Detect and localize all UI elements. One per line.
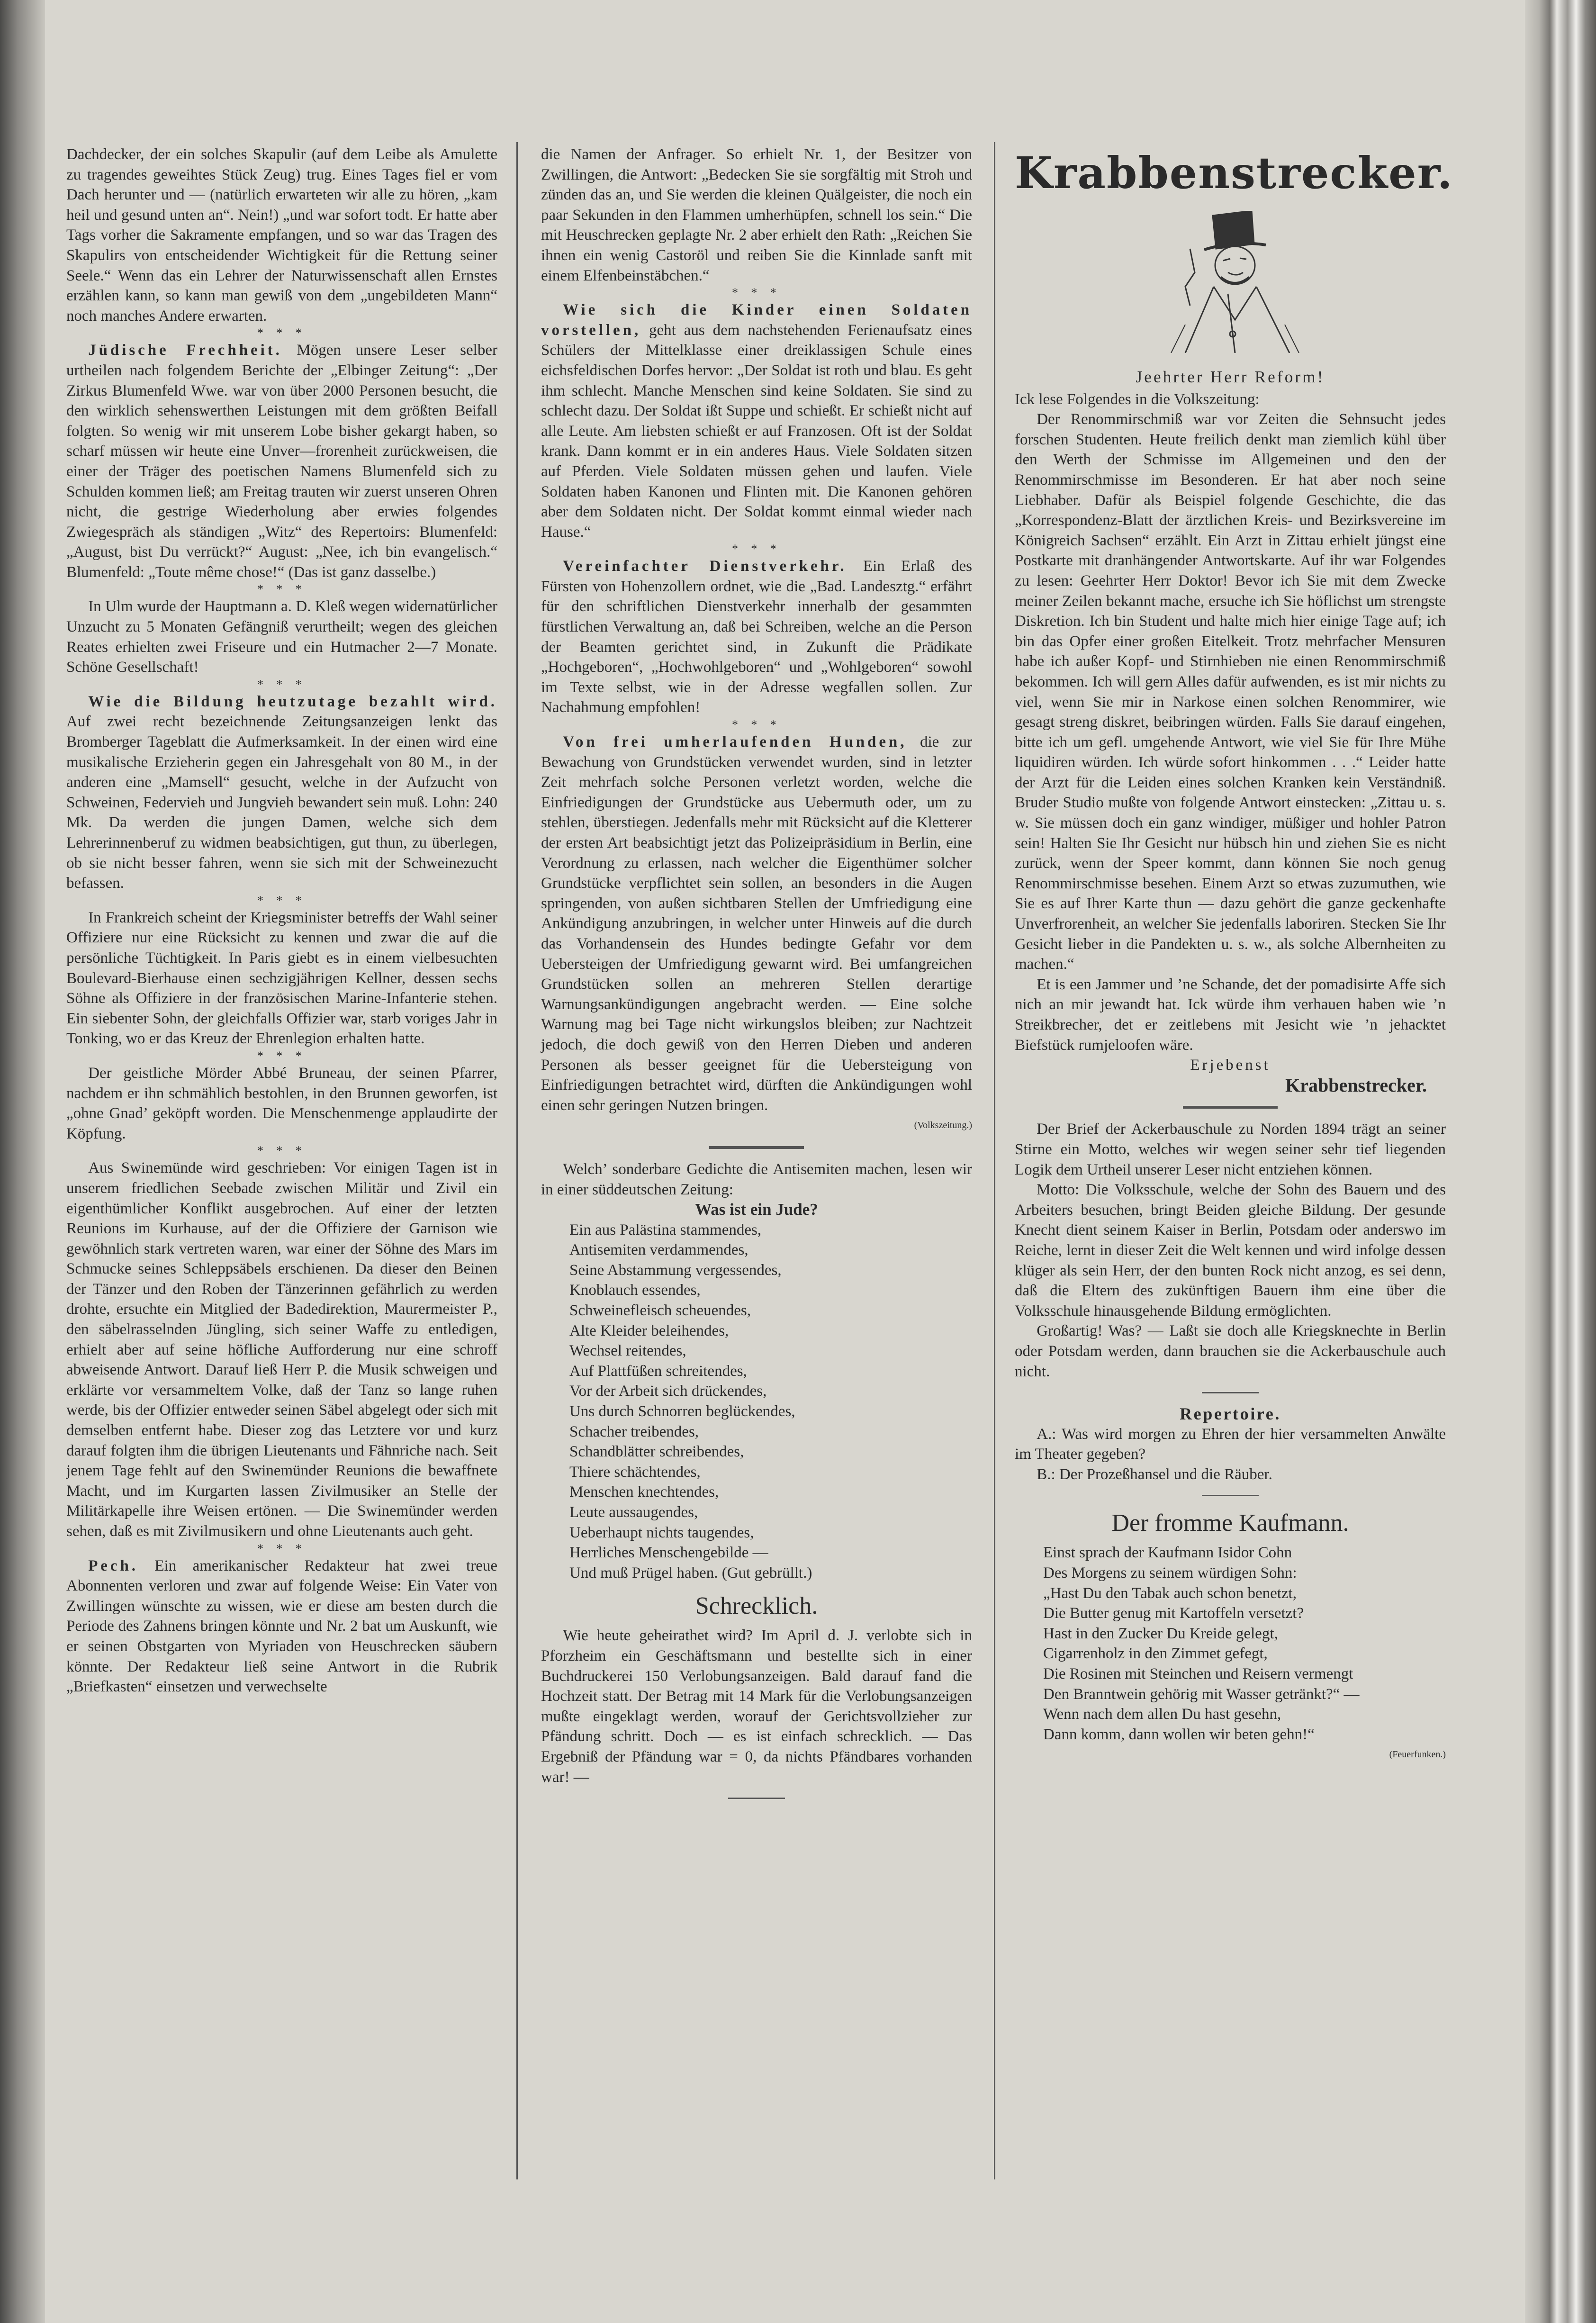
letter-salutation: Jeehrter Herr Reform!: [1136, 368, 1325, 386]
article-paragraph: [1015, 1180, 1446, 1321]
asterism-separator: * * *: [732, 718, 781, 732]
section-divider: [1202, 1392, 1259, 1393]
poem-line: Vor der Arbeit sich drückendes,: [569, 1383, 767, 1400]
article-text: Dachdecker, der ein solches Skapulir (auf dem Leibe als Amulette zu tragendes geweihtes Stück Zeug) trug. Eines Tages fiel er vom Dach herunter und — (natürlich erwarteten wir alle zu hören, „kam heil und gesund unten an“. Nein!) „und war sofort todt. Er hatte aber Tags vorher die Sakramente empfangen, und so war das Tragen des Skapulirs von entscheidender Wichtigkeit für die Rettung seiner Seele.“ Wenn das ein Lehrer der Naturwissenschaft allen Ernstes erzählen kann, so kann man gewiß von dem „ungebildeten Mann“ noch manches Andere erwarten.: [66, 146, 497, 325]
article-paragraph: [66, 908, 497, 1049]
article-paragraph: [66, 692, 497, 894]
section-heading: Repertoire.: [1180, 1404, 1281, 1424]
book-binding-shadow: [0, 0, 45, 2323]
section-divider: [1183, 1106, 1278, 1109]
article-text: Welch’ sonderbare Gedichte die Antisemiten machen, lesen wir in einer süddeutschen Zeitung:: [541, 1160, 972, 1198]
column-2: [541, 145, 972, 1809]
poem-line: Den Branntwein gehörig mit Wasser getränkt?“ —: [1043, 1685, 1360, 1703]
article-paragraph: [66, 1063, 497, 1144]
article-paragraph: [1015, 1119, 1446, 1180]
article-paragraph: [1015, 1464, 1446, 1485]
poem-line: Seine Abstammung vergessendes,: [569, 1261, 782, 1279]
article-text: A.: Was wird morgen zu Ehren der hier versammelten Anwälte im Theater gegeben?: [1015, 1425, 1446, 1463]
article-lead: Jüdische Frechheit.: [88, 342, 282, 359]
article-text: Et is een Jammer und ’ne Schande, det der pomadisirte Affe sich nich an mir jewandt hat. Ick würde ihm verhauen haben wie ’n Streikbrecher, det er zeitlebens mit Jesicht wie ’n jehacktet Biefstück rumjeloofen wäre.: [1015, 976, 1446, 1054]
article-text: In Frankreich scheint der Kriegsminister betreffs der Wahl seiner Offiziere nur eine Rücksicht zu kennen und zwar die auf die persönliche Tüchtigkeit. In Paris giebt es in einem vielbesuchten Boulevard-Bierhause einen sechzigjährigen Kellner, dessen sechs Söhne als Offiziere in der französischen Marine-Infanterie stehen. Ein siebenter Sohn, der gleichfalls Offizier war, starb voriges Jahr in Tonking, wo er das Kreuz der Ehrenlegion erhalten hatte.: [66, 909, 497, 1048]
poem-line: Schweinefleisch scheuendes,: [569, 1302, 751, 1320]
poem-line: Auf Plattfüßen schreitendes,: [569, 1362, 747, 1380]
top-hat-man-illustration: [1157, 211, 1304, 353]
poem-line: Thiere schächtendes,: [569, 1463, 701, 1481]
article-text: In Ulm wurde der Hauptmann a. D. Kleß wegen widernatürlicher Unzucht zu 5 Monaten Gefängniß verurtheilt; wegen des gleichen Reates erhielten zwei Friseure und ein Hutmacher 2—7 Monate. Schöne Gesellschaft!: [66, 598, 497, 676]
asterism-separator: * * *: [257, 1541, 307, 1555]
column-rule: [516, 142, 518, 2179]
article-text: Der Brief der Ackerbauschule zu Norden 1894 trägt an seiner Stirne ein Motto, welches wir wegen seiner sehr tief liegenden Logik dem Urtheil unserer Leser nicht entziehen können.: [1015, 1121, 1446, 1178]
article-text: Ick lese Folgendes in die Volkszeitung:: [1015, 390, 1260, 408]
poem-line: Herrliches Menschengebilde —: [569, 1544, 768, 1562]
column-title: Krabbenstrecker.: [1015, 147, 1453, 199]
asterism-separator: * * *: [257, 1144, 307, 1158]
article-text: Großartig! Was? — Laßt sie doch alle Kriegsknechte in Berlin oder Potsdam werden, dann brauchen sie die Ackerbauschule auch nicht.: [1015, 1322, 1446, 1380]
article-paragraph: [1015, 1424, 1446, 1464]
article-paragraph: [541, 1626, 972, 1787]
article-paragraph: [541, 300, 972, 542]
poem: [1015, 1543, 1446, 1745]
poem-line: Einst sprach der Kaufmann Isidor Cohn: [1043, 1544, 1292, 1562]
article-paragraph: [1015, 409, 1446, 975]
article-lead: Vereinfachter Dienstverkehr.: [563, 558, 847, 575]
poem-line: Cigarrenholz in den Zimmet gefegt,: [1043, 1645, 1268, 1663]
source-credit: (Volkszeitung.): [914, 1120, 972, 1131]
poem-line: Dann komm, dann wollen wir beten gehn!“: [1043, 1726, 1315, 1743]
section-divider: [728, 1798, 785, 1799]
letter-signature: Krabbenstrecker.: [1285, 1074, 1427, 1096]
poem-line: Die Rosinen mit Steinchen und Reisern vermengt: [1043, 1665, 1353, 1683]
article-text: Motto: Die Volksschule, welche der Sohn des Bauern und des Arbeiters besuchen, bringt Beiden gleiche Bildung. Der gesunde Knecht dient seinem Kaiser in Berlin, Potsdam oder anderswo im Reiche, lernt in dieser Zeit die Welt kennen und wird infolge dessen klüger als sein Herr, der den bunten Rock nicht anzog, es sei denn, daß die Eltern des zukünftigen Bauern ihm eine über die Volksschule hinausgehende Bildung ermöglichten.: [1015, 1181, 1446, 1320]
article-text: Ein amerikanischer Redakteur hat zwei treue Abonnenten verloren und zwar auf folgende Weise: Ein Vater von Zwillingen wünschte zu wissen, wie er diese am besten durch die Periode des Zahnens bringen könnte und Nr. 2 bat um Auskunft, wie er seinen Obstgarten von Myriaden von Heuschrecken säubern könnte. Der Redakteur ließ seine Antwort in die Rubrik „Briefkasten“ einsetzen und verwechselte: [66, 1557, 498, 1696]
article-lead: Wie die Bildung heutzutage bezahlt wird.: [88, 693, 497, 710]
letter-closing: Erjebenst: [1190, 1057, 1271, 1074]
poem-line: Und muß Prügel haben. (Gut gebrüllt.): [569, 1564, 812, 1582]
column-1: [66, 145, 497, 1697]
poem-line: Hast in den Zucker Du Kreide gelegt,: [1043, 1625, 1278, 1642]
article-text: Ein Erlaß des Fürsten von Hohenzollern ordnet, wie die „Bad. Landesztg.“ erfährt für den schriftlichen Dienstverkehr innerhalb der gesammten fürstlichen Verwaltung an, daß bei Schreiben, welche an die Person der Beamten gerichtet sind, in Zukunft die Prädikate „Hochgeboren“, „Hochwohlgeboren“ und „Wohlgeboren“ sowohl im Texte selbst, wie in der Adresse wegfallen sollen. Zur Nachahmung empfohlen!: [541, 558, 973, 716]
poem-line: Uns durch Schnorren beglückendes,: [569, 1403, 795, 1420]
article-paragraph: [1015, 975, 1446, 1055]
asterism-separator: * * *: [257, 893, 307, 907]
poem-line: „Hast Du den Tabak auch schon benetzt,: [1043, 1584, 1297, 1602]
poem-line: Wechsel reitendes,: [569, 1342, 686, 1360]
poem-line: Schacher treibendes,: [569, 1423, 699, 1440]
section-heading: Schrecklich.: [695, 1592, 818, 1620]
article-text: B.: Der Prozeßhansel und die Räuber.: [1037, 1465, 1272, 1483]
poem-line: Die Butter genug mit Kartoffeln versetzt?: [1043, 1605, 1304, 1622]
article-text: Auf zwei recht bezeichnende Zeitungsanzeigen lenkt das Bromberger Tageblatt die Aufmerksamkeit. In der einen wird eine musikalische Erzieherin gegen ein Jahresgehalt von 80 M., in der anderen eine „Mamsell“ gesucht, welche in der Aufzucht von Schweinen, Federvieh und Jungvieh bewandert sein muß. Lohn: 240 Mk. Da werden die jungen Damen, welche sich dem Lehrerinnenberuf zu widmen beabsichtigen, gut thun, zu überlegen, ob sie nicht besser fahren, wenn sie sich mit der Schweinezucht befassen.: [66, 713, 497, 892]
article-paragraph: [66, 1158, 497, 1541]
poem-line: Leute aussaugendes,: [569, 1504, 698, 1521]
asterism-separator: * * *: [732, 542, 781, 556]
poem-line: Alte Kleider beleihendes,: [569, 1322, 729, 1339]
article-paragraph: [541, 1159, 972, 1200]
article-text: Der Renommirschmiß war vor Zeiten die Sehnsucht jedes forschen Studenten. Heute freilich denkt man ziemlich kühl über den Werth der Schmisse im Allgemeinen und den der Renommirschmisse im Besonderen. Er hat aber noch seine Liebhaber. Dafür als Beispiel folgende Geschichte, die das „Korrespondenz-Blatt der ärztlichen Kreis- und Bezirksvereine im Königreich Sachsen“ erzählt. Ein Arzt in Zittau erhielt jüngst eine Postkarte mit dranhängender Antwortskarte. Auf ihr war Folgendes zu lesen: Geehrter Herr Doktor! Bevor ich Sie mit dem Zwecke meiner Zeilen bekannt mache, ersuche ich Sie höflichst um strengste Diskretion. Ich bin Student und halte mich hier einige Tage auf; ich bin das Opfer einer großen Eitelkeit. Trotz mehrfacher Mensuren habe ich außer Kopf- und Stirnhieben nie einen Renommirschmiß bekommen. Ich will gern Alles dafür aufwenden, es ist mir nichts zu viel, wenn Sie mir in Narkose einen solchen Renommirer, wie gesagt streng diskret, beibringen würden. Falls Sie darauf eingehen, bitte ich um gefl. umgehende Antwort, wie viel Sie für Ihre Mühe liquidiren würden. Ich würde sofort hinkommen . . .“ Leider hatte der Arzt für die Leiden eines solchen Kranken kein Verständniß. Bruder Studio mußte von folgende Antwort einstecken: „Zittau u. s. w. Sie müssen doch ein ganz windiger, müßiger und hohler Patron sein! Halten Sie Ihr Gesicht nur hübsch hin und ziehen Sie es nicht zurück, wenn der Speer kommt, dann können Sie noch genug Renommirschmisse besehen. Einem Arzt so etwas zuzumuthen, wie Sie es auf Ihrer Karte thun — dazu gehört die ganze geckenhafte Unverfrorenheit, an welcher Sie jedenfalls laboriren. Stecken Sie Ihr Gesicht lieber in die Pandekten u. s. w., als solche Albernheiten zu machen.“: [1015, 411, 1446, 973]
asterism-separator: * * *: [257, 677, 307, 691]
poem-line: Ein aus Palästina stammendes,: [569, 1221, 762, 1238]
article-paragraph: [66, 145, 497, 326]
article-text: die Namen der Anfrager. So erhielt Nr. 1, der Besitzer von Zwillingen, die Antwort: „Bedecken Sie sie sorgfältig mit Stroh und zünden das an, und Sie werden die kleinen Quälgeister, die noch ein paar Sekunden in den Flammen umherhüpfen, schnell los sein.“ Die mit Heuschrecken geplagte Nr. 2 aber erhielt den Rath: „Reichen Sie ihnen ein wenig Castoröl und reiben Sie die Kinnlade sanft mit einem Elfenbeinstäbchen.“: [541, 146, 972, 284]
poem-line: Schandblätter schreibendes,: [569, 1443, 744, 1461]
page-edge: [1525, 0, 1596, 2323]
source-credit: (Feuerfunken.): [1389, 1749, 1446, 1760]
article-lead: Wie sich die Kinder einen Soldaten vorstellen,: [541, 301, 972, 339]
poem-title: Was ist ein Jude?: [695, 1200, 818, 1219]
asterism-separator: * * *: [257, 1049, 307, 1063]
article-lead: Von frei umherlaufenden Hunden,: [563, 733, 907, 751]
article-paragraph: [1015, 1321, 1446, 1382]
article-paragraph: [66, 340, 497, 582]
article-paragraph: [541, 556, 972, 718]
column-3: [1015, 145, 1453, 1765]
poem-line: Ueberhaupt nichts taugendes,: [569, 1524, 754, 1541]
poem: [541, 1220, 972, 1583]
asterism-separator: * * *: [732, 286, 781, 300]
article-paragraph: [66, 597, 497, 677]
asterism-separator: * * *: [257, 582, 307, 597]
article-text: Aus Swinemünde wird geschrieben: Vor einigen Tagen ist in unserem friedlichen Seebade zwischen Militär und Zivil ein eigenthümlicher Konflikt ausgebrochen. Auf einer der letzten Reunions im Kurhause, auf der die Offiziere der Garnison wie gewöhnlich stark vertreten waren, war einer der Söhne des Mars im Schmucke seines Schleppsäbels erschienen. Da dieser den Beinen der Tänzer und den Roben der Tänzerinnen gefährlich zu werden drohte, ersuchte ein Mitglied der Badedirektion, Maurermeister P., den säbelrasselnden Jüngling, sich seiner Waffe zu entledigen, erhielt aber auf seine höfliche Aufforderung nur eine schroff abweisende Antwort. Darauf ließ Herr P. die Musik schweigen und erklärte vor versammeltem Volke, daß der Tanz so lange ruhen werde, bis der Offizier entweder seinen Säbel abgelegt oder sich mit demselben entfernt habe. Dieser zog das Letztere vor und kurz darauf folgten ihm die übrigen Lieutenants und Fähnriche nach. Seit jenem Tage fehlt auf den Swinemünder Reunions die bewaffnete Macht, und im Kurgarten lassen Zivilmusiker an Stelle der Militärkapelle ihre Weisen ertönen. — Die Swinemünder werden sehen, daß es mit Zivilmusikern und ohne Lieutenants auch geht.: [66, 1159, 497, 1540]
article-lead: Pech.: [88, 1557, 138, 1574]
article-text: Wie heute geheirathet wird? Im April d. J. verlobte sich in Pforzheim ein Geschäftsmann und bestellte sich in einer Buchdruckerei 150 Verlobungsanzeigen. Bald darauf fand die Hochzeit statt. Der Betrag mit 14 Mark für die Verlobungsanzeigen mußte eingeklagt werden, worauf der Gerichtsvollzieher zur Pfändung schritt. Doch — es ist einfach schrecklich. — Das Ergebniß der Pfändung war = 0, da nichts Pfändbares vorhanden war! —: [541, 1627, 972, 1786]
article-text: geht aus dem nachstehenden Ferienaufsatz eines Schülers der Mittelklasse einer dreiklassigen Schule eines eichsfeldischen Dorfes hervor: „Der Soldat ist roth und blau. Es geht ihm schlecht. Manche Menschen sind keine Soldaten. Sie sind zu schlecht dazu. Der Soldat ißt Suppe und schießt. Er schießt nicht auf alle Leute. Am liebsten schießt er auf Franzosen. Oft ist der Soldat krank. Dann kommt er in ein anderes Haus. Viele Soldaten sitzen auf Pferden. Viele Soldaten müssen gehen und laufen. Viele Soldaten haben Kanonen und Flinten mit. Die Kanonen gehören aber dem Soldaten nicht. Der Soldat kommt einmal wieder nach Hause.“: [541, 321, 972, 541]
section-heading: Der fromme Kaufmann.: [1111, 1509, 1349, 1537]
article-paragraph: [541, 732, 972, 1115]
poem-line: Wenn nach dem allen Du hast gesehn,: [1043, 1706, 1281, 1723]
article-paragraph: [1015, 389, 1446, 410]
section-divider: [709, 1146, 804, 1149]
article-text: die zur Bewachung von Grundstücken verwendet wurden, sind in letzter Zeit mehrfach solche Personen verletzt worden, welche die Einfriedigungen der Grundstücke aus Uebermuth oder, um zu stehlen, überstiegen. Jedenfalls mehr mit Rücksicht auf die Kletterer der ersten Art beabsichtigt jetzt das Polizeipräsidium in Berlin, eine Verordnung zu erlassen, nach welcher die Eigenthümer solcher Grundstücke verpflichtet sein sollen, an besonders in die Augen springenden, von außen sichtbaren Stellen der Umfriedigung eine Ankündigung anzubringen, in welcher unter Hinweis auf die durch das Vorhandensein des Hundes bedingte Gefahr vor dem Uebersteigen der Umfriedigung gewarnt wird. Bei umfangreichen Grundstücken sollen an mehreren Stellen derartige Warnungsankündigungen angebracht werden. — Eine solche Warnung mag bei Tage nicht wirkungslos bleiben; zur Nachtzeit jedoch, die doch gewiß von den Herren Dieben und anderen Personen als besser geeignet für die Uebersteigung von Einfriedigungen betrachtet wird, dürften die Ankündigungen wohl einen sehr geringen Nutzen bringen.: [541, 733, 973, 1114]
article-text: Mögen unsere Leser selber urtheilen nach folgendem Berichte der „Elbinger Zeitung“: „Der Zirkus Blumenfeld Wwe. war von über 2000 Personen besucht, die den wirklich sehenswerthen Leistungen mit dem größten Beifall folgten. So wenig wir mit unserem Lobe bisher gekargt haben, so scharf müssen wir heute eine Unver—frorenheit zurückweisen, die einer der Träger des poetischen Namens Blumenfeld sich zu Schulden kommen ließ; am Freitag trauten wir zuerst unseren Ohren nicht, die gestrige Wiederholung aber erwies folgendes Zwiegespräch als ständigen „Witz“ des Repertoirs: Blumenfeld: „August, bist Du verrückt?“ August: „Nee, ich bin evangelisch.“ Blumenfeld: „Toute même chose!“ (Das ist ganz dasselbe.): [66, 342, 497, 581]
section-divider: [1202, 1495, 1259, 1496]
poem-line: Antisemiten verdammendes,: [569, 1241, 748, 1259]
poem-line: Des Morgens zu seinem würdigen Sohn:: [1043, 1564, 1297, 1582]
article-paragraph: [541, 145, 972, 286]
asterism-separator: * * *: [257, 326, 307, 340]
poem-line: Knoblauch essendes,: [569, 1282, 701, 1299]
poem-line: Menschen knechtendes,: [569, 1483, 719, 1501]
article-paragraph: [66, 1556, 497, 1697]
article-text: Der geistliche Mörder Abbé Bruneau, der seinen Pfarrer, nachdem er ihn schmählich bestohlen, in den Brunnen geworfen, ist „ohne Gnad’ geköpft worden. Die Menschenmenge applaudirte der Köpfung.: [66, 1064, 497, 1142]
column-rule: [994, 142, 995, 2179]
